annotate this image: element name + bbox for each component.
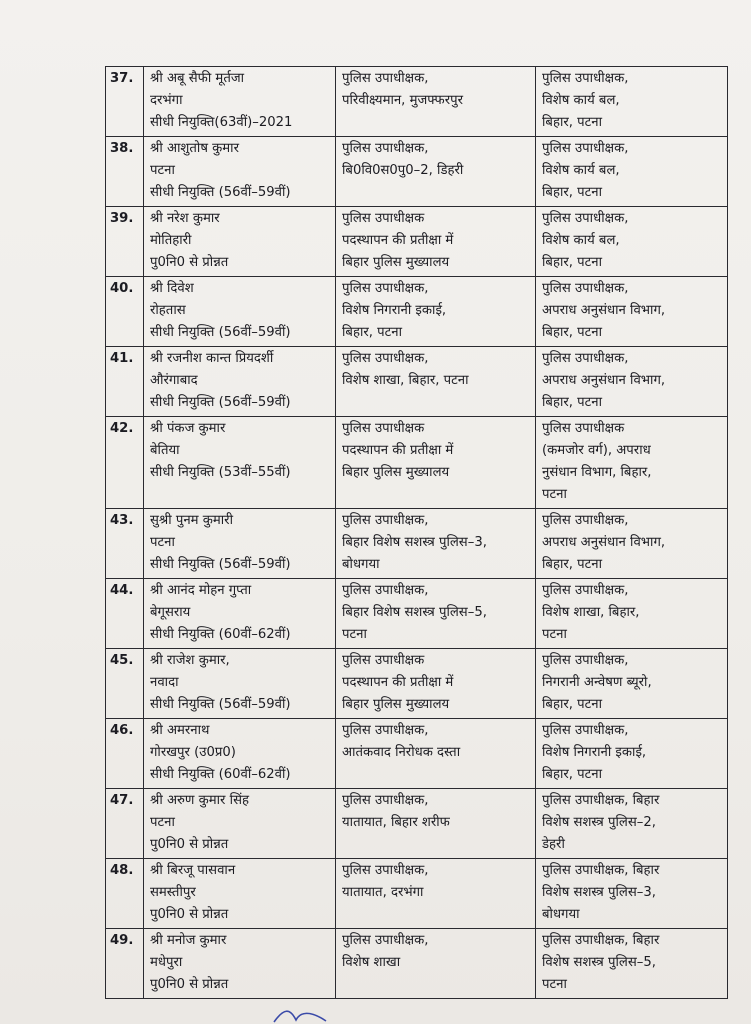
current-posting-line: विशेष शाखा — [342, 955, 401, 970]
officer-name-line: पटना — [150, 163, 175, 178]
officer-name-cell — [144, 649, 336, 719]
officer-name-line: मोतिहारी — [150, 233, 192, 248]
new-posting-cell — [536, 929, 728, 999]
signature-mark-icon — [270, 1006, 330, 1024]
current-posting-cell — [336, 137, 536, 207]
new-posting-line: (कमजोर वर्ग), अपराध — [542, 443, 651, 458]
officer-name-line: श्री आनंद मोहन गुप्ता — [150, 583, 252, 598]
officer-name-line: समस्तीपुर — [150, 885, 196, 900]
new-posting-line: बोधगया — [542, 907, 580, 922]
serial-number: 42. — [106, 417, 144, 509]
new-posting-line: विशेष सशस्त्र पुलिस–5, — [542, 955, 656, 970]
table-row — [106, 509, 728, 579]
new-posting-line: विशेष कार्य बल, — [542, 93, 620, 108]
officer-name-line: पु0नि0 से प्रोन्नत — [150, 907, 229, 922]
current-posting-line: पुलिस उपाधीक्षक, — [342, 351, 429, 366]
new-posting-line: विशेष सशस्त्र पुलिस–2, — [542, 815, 656, 830]
serial-number: 46. — [106, 719, 144, 789]
new-posting-line: बिहार, पटना — [542, 697, 603, 712]
officer-name-cell — [144, 789, 336, 859]
new-posting-cell — [536, 859, 728, 929]
new-posting-line: पुलिस उपाधीक्षक, — [542, 723, 629, 738]
new-posting-line: पुलिस उपाधीक्षक, बिहार — [542, 933, 660, 948]
officer-name-cell — [144, 719, 336, 789]
current-posting-line: बिहार विशेष सशस्त्र पुलिस–3, — [342, 535, 487, 550]
officer-name-line: रोहतास — [150, 303, 186, 318]
new-posting-line: पुलिस उपाधीक्षक, — [542, 141, 629, 156]
new-posting-line: पुलिस उपाधीक्षक, — [542, 71, 629, 86]
current-posting-line: यातायात, बिहार शरीफ — [342, 815, 450, 830]
officer-name-line: मधेपुरा — [150, 955, 183, 970]
new-posting-cell — [536, 207, 728, 277]
current-posting-line: पुलिस उपाधीक्षक, — [342, 723, 429, 738]
officer-name-cell — [144, 579, 336, 649]
officer-name-cell — [144, 929, 336, 999]
new-posting-cell — [536, 347, 728, 417]
new-posting-line: पुलिस उपाधीक्षक, बिहार — [542, 793, 660, 808]
new-posting-line: पुलिस उपाधीक्षक, — [542, 281, 629, 296]
new-posting-line: विशेष कार्य बल, — [542, 233, 620, 248]
new-posting-line: डेहरी — [542, 837, 565, 852]
current-posting-line: बिहार पुलिस मुख्यालय — [342, 697, 450, 712]
officer-name-line: औरंगाबाद — [150, 373, 198, 388]
officer-name-line: सीधी नियुक्ति (60वीं–62वीं) — [150, 767, 291, 782]
officer-name-line: श्री नरेश कुमार — [150, 211, 220, 226]
table-row — [106, 347, 728, 417]
current-posting-line: विशेष शाखा, बिहार, पटना — [342, 373, 469, 388]
officer-name-line: बेगूसराय — [150, 605, 191, 620]
officer-name-line: पु0नि0 से प्रोन्नत — [150, 837, 229, 852]
new-posting-cell — [536, 719, 728, 789]
new-posting-line: विशेष शाखा, बिहार, — [542, 605, 640, 620]
current-posting-line: बिहार पुलिस मुख्यालय — [342, 255, 450, 270]
new-posting-cell — [536, 579, 728, 649]
officer-name-line: गोरखपुर (उ0प्र0) — [150, 745, 236, 760]
new-posting-line: पुलिस उपाधीक्षक, — [542, 211, 629, 226]
serial-number: 38. — [106, 137, 144, 207]
officer-name-line: सीधी नियुक्ति(63वीं)–2021 — [150, 115, 293, 130]
table-row — [106, 579, 728, 649]
current-posting-cell — [336, 277, 536, 347]
officer-name-line: सीधी नियुक्ति (56वीं–59वीं) — [150, 185, 291, 200]
current-posting-cell — [336, 859, 536, 929]
table-row — [106, 207, 728, 277]
officer-name-line: श्री राजेश कुमार, — [150, 653, 230, 668]
current-posting-cell — [336, 649, 536, 719]
new-posting-line: पुलिस उपाधीक्षक, — [542, 351, 629, 366]
current-posting-line: परिवीक्ष्यमान, मुजफ्फरपुर — [342, 93, 463, 108]
officer-name-cell — [144, 207, 336, 277]
new-posting-line: बिहार, पटना — [542, 395, 603, 410]
current-posting-line: बिहार, पटना — [342, 325, 403, 340]
officer-name-line: सीधी नियुक्ति (53वीं–55वीं) — [150, 465, 291, 480]
officer-name-cell — [144, 417, 336, 509]
table-row — [106, 649, 728, 719]
officer-name-cell — [144, 277, 336, 347]
table-row — [106, 137, 728, 207]
officer-name-line: श्री अमरनाथ — [150, 723, 210, 738]
transfer-table — [105, 66, 728, 999]
current-posting-line: आतंकवाद निरोधक दस्ता — [342, 745, 461, 760]
new-posting-line: विशेष निगरानी इकाई, — [542, 745, 647, 760]
current-posting-line: पटना — [342, 627, 367, 642]
current-posting-line: पुलिस उपाधीक्षक, — [342, 281, 429, 296]
new-posting-line: बिहार, पटना — [542, 767, 603, 782]
new-posting-line: पटना — [542, 627, 567, 642]
officer-name-line: श्री अरुण कुमार सिंह — [150, 793, 249, 808]
table-row — [106, 277, 728, 347]
officer-name-line: श्री आशुतोष कुमार — [150, 141, 239, 156]
officer-name-cell — [144, 137, 336, 207]
new-posting-line: पुलिस उपाधीक्षक, बिहार — [542, 863, 660, 878]
new-posting-cell — [536, 509, 728, 579]
current-posting-line: पुलिस उपाधीक्षक, — [342, 793, 429, 808]
current-posting-cell — [336, 347, 536, 417]
current-posting-line: पुलिस उपाधीक्षक — [342, 421, 425, 436]
officer-name-line: सीधी नियुक्ति (56वीं–59वीं) — [150, 557, 291, 572]
officer-name-line: सीधी नियुक्ति (56वीं–59वीं) — [150, 325, 291, 340]
current-posting-line: यातायात, दरभंगा — [342, 885, 424, 900]
new-posting-cell — [536, 789, 728, 859]
officer-name-line: श्री पंकज कुमार — [150, 421, 226, 436]
serial-number: 41. — [106, 347, 144, 417]
new-posting-line: अपराध अनुसंधान विभाग, — [542, 373, 666, 388]
officer-name-line: बेतिया — [150, 443, 180, 458]
transfer-table-body — [106, 67, 728, 999]
current-posting-line: पुलिस उपाधीक्षक, — [342, 933, 429, 948]
officer-name-line: श्री रजनीश कान्त प्रियदर्शी — [150, 351, 274, 366]
officer-name-line: श्री दिवेश — [150, 281, 194, 296]
serial-number: 48. — [106, 859, 144, 929]
current-posting-line: पुलिस उपाधीक्षक — [342, 211, 425, 226]
current-posting-line: पदस्थापन की प्रतीक्षा में — [342, 443, 454, 458]
new-posting-line: विशेष सशस्त्र पुलिस–3, — [542, 885, 656, 900]
new-posting-line: निगरानी अन्वेषण ब्यूरो, — [542, 675, 652, 690]
current-posting-line: पुलिस उपाधीक्षक, — [342, 513, 429, 528]
officer-name-line: श्री अबू सैफी मूर्तजा — [150, 71, 245, 86]
current-posting-line: पुलिस उपाधीक्षक, — [342, 583, 429, 598]
current-posting-line: पुलिस उपाधीक्षक, — [342, 863, 429, 878]
officer-name-line: सीधी नियुक्ति (56वीं–59वीं) — [150, 697, 291, 712]
new-posting-line: अपराध अनुसंधान विभाग, — [542, 303, 666, 318]
current-posting-cell — [336, 67, 536, 137]
officer-name-cell — [144, 509, 336, 579]
current-posting-line: पदस्थापन की प्रतीक्षा में — [342, 675, 454, 690]
officer-name-line: सीधी नियुक्ति (60वीं–62वीं) — [150, 627, 291, 642]
current-posting-cell — [336, 789, 536, 859]
current-posting-line: बिहार विशेष सशस्त्र पुलिस–5, — [342, 605, 487, 620]
officer-name-cell — [144, 67, 336, 137]
new-posting-line: नुसंधान विभाग, बिहार, — [542, 465, 652, 480]
new-posting-cell — [536, 67, 728, 137]
new-posting-line: बिहार, पटना — [542, 325, 603, 340]
table-row — [106, 859, 728, 929]
officer-name-line: नवादा — [150, 675, 179, 690]
current-posting-cell — [336, 207, 536, 277]
new-posting-line: बिहार, पटना — [542, 115, 603, 130]
serial-number: 45. — [106, 649, 144, 719]
table-row — [106, 67, 728, 137]
officer-name-line: श्री मनोज कुमार — [150, 933, 227, 948]
new-posting-line: पटना — [542, 977, 567, 992]
officer-name-cell — [144, 347, 336, 417]
current-posting-line: बि0वि0स0पु0–2, डिहरी — [342, 163, 464, 178]
officer-name-line: दरभंगा — [150, 93, 183, 108]
current-posting-cell — [336, 509, 536, 579]
new-posting-line: अपराध अनुसंधान विभाग, — [542, 535, 666, 550]
new-posting-line: पुलिस उपाधीक्षक, — [542, 583, 629, 598]
officer-name-line: पटना — [150, 815, 175, 830]
officer-name-line: सुश्री पुनम कुमारी — [150, 513, 233, 528]
officer-name-line: पटना — [150, 535, 175, 550]
current-posting-line: पदस्थापन की प्रतीक्षा में — [342, 233, 454, 248]
new-posting-cell — [536, 277, 728, 347]
new-posting-line: पुलिस उपाधीक्षक — [542, 421, 625, 436]
current-posting-line: विशेष निगरानी इकाई, — [342, 303, 447, 318]
new-posting-cell — [536, 417, 728, 509]
current-posting-cell — [336, 579, 536, 649]
current-posting-cell — [336, 719, 536, 789]
current-posting-line: पुलिस उपाधीक्षक, — [342, 141, 429, 156]
new-posting-line: पटना — [542, 487, 567, 502]
table-row — [106, 789, 728, 859]
current-posting-line: पुलिस उपाधीक्षक — [342, 653, 425, 668]
serial-number: 49. — [106, 929, 144, 999]
officer-name-line: श्री बिरजू पासवान — [150, 863, 236, 878]
new-posting-line: पुलिस उपाधीक्षक, — [542, 653, 629, 668]
new-posting-line: बिहार, पटना — [542, 557, 603, 572]
officer-name-cell — [144, 859, 336, 929]
current-posting-line: बोधगया — [342, 557, 380, 572]
new-posting-line: बिहार, पटना — [542, 255, 603, 270]
new-posting-cell — [536, 649, 728, 719]
table-row — [106, 929, 728, 999]
new-posting-cell — [536, 137, 728, 207]
table-row — [106, 417, 728, 509]
officer-name-line: पु0नि0 से प्रोन्नत — [150, 977, 229, 992]
current-posting-line: बिहार पुलिस मुख्यालय — [342, 465, 450, 480]
table-row — [106, 719, 728, 789]
new-posting-line: विशेष कार्य बल, — [542, 163, 620, 178]
serial-number: 43. — [106, 509, 144, 579]
new-posting-line: पुलिस उपाधीक्षक, — [542, 513, 629, 528]
serial-number: 44. — [106, 579, 144, 649]
current-posting-line: पुलिस उपाधीक्षक, — [342, 71, 429, 86]
current-posting-cell — [336, 929, 536, 999]
serial-number: 40. — [106, 277, 144, 347]
serial-number: 37. — [106, 67, 144, 137]
officer-name-line: पु0नि0 से प्रोन्नत — [150, 255, 229, 270]
serial-number: 47. — [106, 789, 144, 859]
new-posting-line: बिहार, पटना — [542, 185, 603, 200]
serial-number: 39. — [106, 207, 144, 277]
current-posting-cell — [336, 417, 536, 509]
officer-name-line: सीधी नियुक्ति (56वीं–59वीं) — [150, 395, 291, 410]
